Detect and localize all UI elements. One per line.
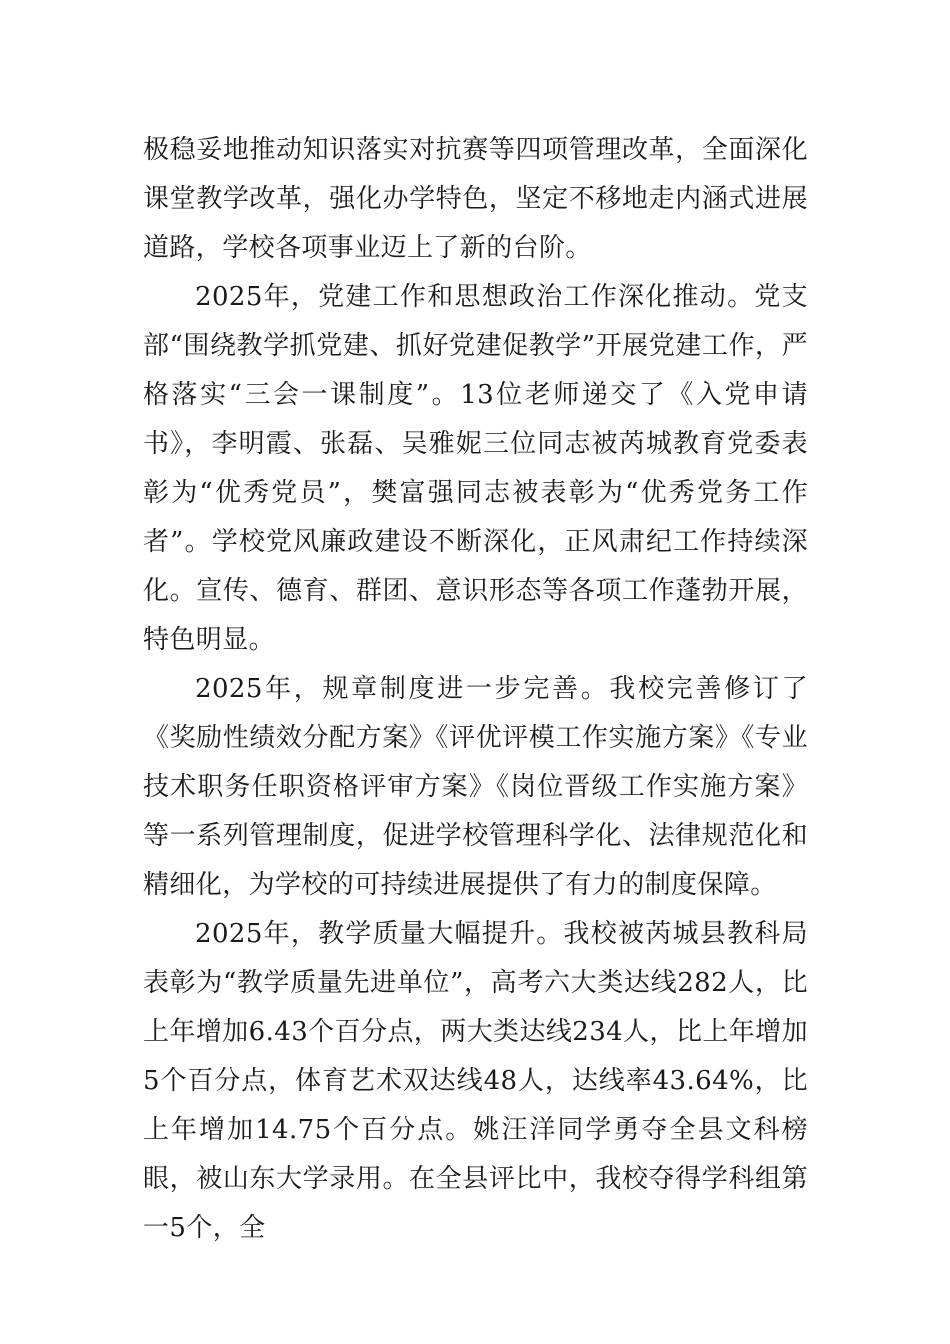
document-body — [143, 126, 808, 1253]
paragraph-teaching-quality: 2025年，教学质量大幅提升。我校被芮城县教科局表彰为“教学质量先进单位”，高考六大类达线282人，比上年增加6.43个百分点，两大类达线234人，比上年增加5个百分点，体育艺术双达线48人，达线率43.64%，比上年增加14.75个百分点。姚汪洋同学勇夺全县文科榜眼，被山东大学录用。在全县评比中，我校夺得学科组第一5个，全 — [143, 919, 808, 1243]
paragraph-regulations: 2025年，规章制度进一步完善。我校完善修订了《奖励性绩效分配方案》《评优评模工作实施方案》《专业技术职务任职资格评审方案》《岗位晋级工作实施方案》等一系列管理制度，促进学校管理科学化、法律规范化和精细化，为学校的可持续进展提供了有力的制度保障。 — [143, 674, 808, 900]
paragraph-party-building: 2025年，党建工作和思想政治工作深化推动。党支部“围绕教学抓党建、抓好党建促教学”开展党建工作，严格落实“三会一课制度”。13位老师递交了《入党申请书》，李明霞、张磊、吴雅妮三位同志被芮城教育党委表彰为“优秀党员”，樊富强同志被表彰为“优秀党务工作者”。学校党风廉政建设不断深化，正风肃纪工作持续深化。宣传、德育、群团、意识形态等各项工作蓬勃开展，特色明显。 — [143, 282, 808, 655]
paragraph-continuation: 极稳妥地推动知识落实对抗赛等四项管理改革，全面深化课堂教学改革，强化办学特色，坚定不移地走内涵式进展道路，学校各项事业迈上了新的台阶。 — [143, 135, 808, 263]
